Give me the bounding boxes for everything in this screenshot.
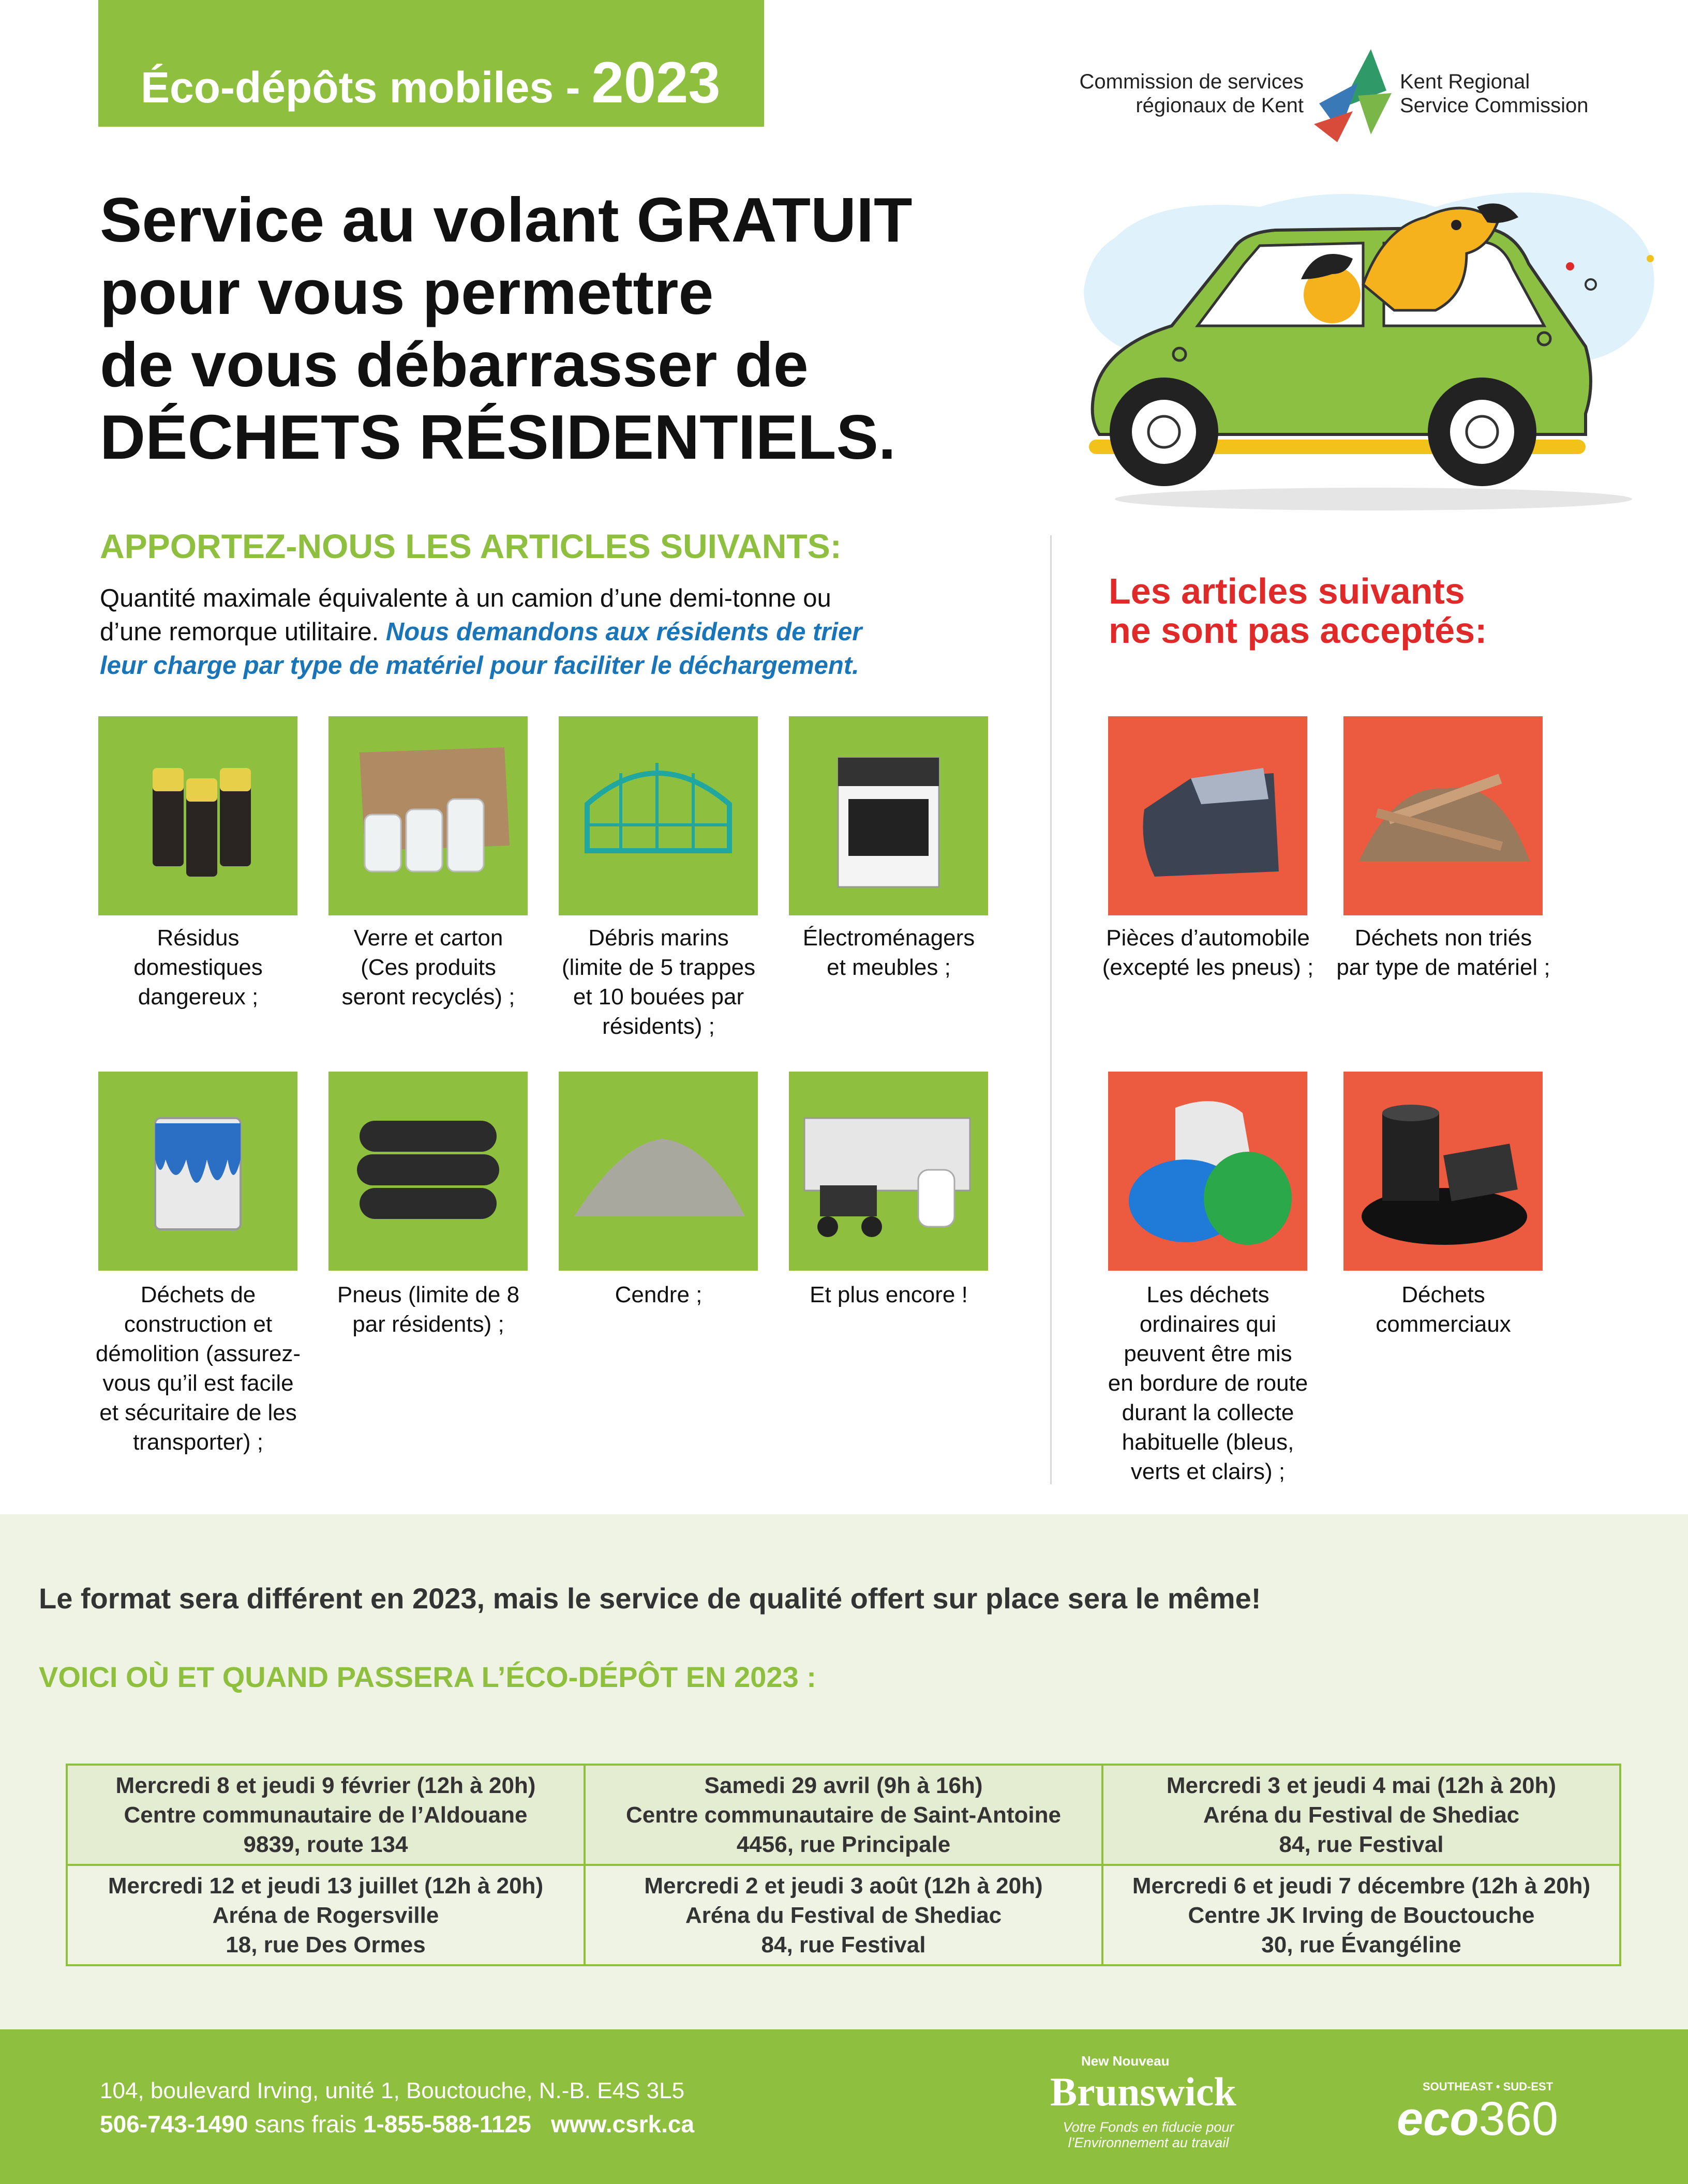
event-address: 30, rue Évangéline [1261,1932,1461,1957]
event-address: 4456, rue Principale [736,1831,951,1857]
desc-line2-plain: d’une remorque utilitaire. [100,618,379,646]
event-address: 18, rue Des Ormes [226,1932,426,1957]
not-accepted-item-tile [1108,716,1307,915]
event-date: Mercredi 2 et jeudi 3 août (12h à 20h) [644,1873,1043,1899]
caption-line: commerciaux [1376,1312,1511,1337]
event-date: Mercredi 8 et jeudi 9 février (12h à 20h) [115,1772,536,1798]
caption-line: transporter) ; [133,1429,263,1455]
caption-line: Électroménagers [802,925,975,951]
not-accepted-title [1109,571,1574,650]
ash-pile-icon [559,1072,758,1271]
kent-commission-logo-icon [1309,47,1397,145]
caption-line: ordinaires qui [1139,1312,1277,1337]
event-address: 84, rue Festival [761,1932,926,1957]
caption-line: démolition (assurez- [95,1341,301,1366]
accepted-caption [317,1280,540,1339]
accepted-item-tile [328,1072,528,1271]
accepted-caption [547,1280,770,1309]
batteries-icon [98,716,297,915]
headline-line3: de vous débarrasser de [100,329,809,400]
caption-line: (excepté les pneus) ; [1102,955,1314,980]
event-address: 84, rue Festival [1279,1831,1444,1857]
main-headline [100,184,1083,473]
nb-tagline-line1: Votre Fonds en fiducie pour [1063,2119,1234,2135]
accepted-caption [778,923,1000,982]
accepted-items-title: APPORTEZ-NOUS LES ARTICLES SUIVANTS: [100,527,842,565]
eco360-logo-small: SOUTHEAST • SUD-EST [1423,2080,1553,2093]
desc-line1: Quantité maximale équivalente à un camion d’une demi-tonne ou [100,584,831,612]
event-date: Mercredi 3 et jeudi 4 mai (12h à 20h) [1166,1772,1557,1798]
phone-number: 506-743-1490 [100,2111,248,2137]
caption-line: résidents) ; [602,1014,715,1039]
logo-en-line2: Service Commission [1400,94,1589,117]
caption-line: verts et clairs) ; [1130,1459,1286,1484]
banner-year: 2023 [591,50,721,115]
schedule-cell [67,1765,585,1865]
mixed-items-icon [789,1072,988,1271]
accepted-items-description [100,582,1072,683]
caption-line: Résidus [157,925,240,951]
caption-line: et meubles ; [827,955,951,980]
caption-line: Les déchets [1146,1282,1269,1307]
logo-fr-line1: Commission de services [1079,70,1304,93]
stove-icon [789,716,988,915]
banner-title-text: Éco-dépôts mobiles - [141,63,580,112]
event-address: 9839, route 134 [243,1831,408,1857]
accepted-caption [778,1280,1000,1309]
event-place: Centre JK Irving de Bouctouche [1188,1902,1535,1928]
caption-line: en bordure de route [1108,1370,1308,1396]
not-accepted-title-line2: ne sont pas acceptés: [1109,610,1487,651]
logo-fr-line2: régionaux de Kent [1136,94,1304,117]
accepted-caption [317,923,540,1012]
table-row [67,1765,1620,1865]
schedule-cell [585,1765,1102,1865]
caption-line: et sécuritaire de les [99,1400,297,1425]
sort-request-line1: Nous demandons aux résidents de trier [385,618,862,646]
caption-line: peuvent être mis [1124,1341,1292,1366]
nb-logo-small: New Nouveau [1081,2053,1170,2069]
banner-title [141,49,721,116]
caption-line: Pneus (limite de 8 [337,1282,520,1307]
not-accepted-item-tile [1343,1072,1543,1271]
table-row [67,1865,1620,1965]
nb-logo-tagline [1050,2119,1247,2150]
caption-line: Déchets de [140,1282,256,1307]
logo-text-fr [1055,70,1304,117]
not-accepted-item-tile [1343,716,1543,915]
accepted-item-tile [328,716,528,915]
car-with-dog-illustration-icon [1073,176,1674,528]
accepted-item-tile [559,716,758,915]
headline-line1: Service au volant GRATUIT [100,185,913,255]
accepted-caption [547,923,770,1041]
caption-line: Débris marins [588,925,729,951]
caption-line: Déchets non triés [1354,925,1532,951]
accepted-item-tile [98,1072,297,1271]
not-accepted-title-line1: Les articles suivants [1109,571,1465,611]
glass-cardboard-icon [328,716,528,915]
lobster-trap-icon [559,716,758,915]
column-divider [1050,535,1052,1484]
eco360-logo-num: 360 [1478,2092,1559,2145]
not-accepted-caption [1332,1280,1555,1339]
tollfree-label: sans frais [255,2111,357,2137]
caption-line: Cendre ; [615,1282,703,1307]
event-date: Mercredi 6 et jeudi 7 décembre (12h à 20h) [1132,1873,1591,1899]
accepted-caption [87,923,309,1012]
logo-text-en [1400,70,1607,117]
event-place: Centre communautaire de Saint-Antoine [625,1802,1061,1828]
event-date: Samedi 29 avril (9h à 16h) [704,1772,983,1798]
caption-line: Pièces d’automobile [1106,925,1310,951]
accepted-item-tile [559,1072,758,1271]
not-accepted-item-tile [1108,1072,1307,1271]
event-place: Aréna du Festival de Shediac [685,1902,1002,1928]
caption-line: (Ces produits [361,955,496,980]
schedule-cell [585,1865,1102,1965]
caption-line: Déchets [1401,1282,1485,1307]
eco360-logo [1397,2092,1558,2146]
eco360-logo-eco: eco [1397,2092,1479,2145]
event-date: Mercredi 12 et jeudi 13 juillet (12h à 20h) [108,1873,544,1899]
caption-line: par type de matériel ; [1336,955,1550,980]
caption-line: (limite de 5 trappes [561,955,756,980]
caption-line: et 10 bouées par [573,984,744,1010]
accepted-item-tile [789,716,988,915]
event-place: Aréna du Festival de Shediac [1203,1802,1520,1828]
not-accepted-caption [1332,923,1555,982]
accepted-item-tile [98,716,297,915]
caption-line: construction et [124,1312,273,1337]
tires-icon [328,1072,528,1271]
footer-contact [100,2110,694,2138]
event-place: Aréna de Rogersville [212,1902,439,1928]
garbage-bags-icon [1108,1072,1307,1271]
format-change-note: Le format sera différent en 2023, mais le service de qualité offert sur place sera le même! [39,1582,1261,1615]
sort-request-line2: leur charge par type de matériel pour faciliter le déchargement. [100,652,859,680]
caption-line: Et plus encore ! [810,1282,968,1307]
nb-logo-wordmark: Brunswick [1050,2069,1236,2114]
caption-line: Verre et carton [353,925,503,951]
not-accepted-caption [1097,923,1319,982]
footer-address: 104, boulevard Irving, unité 1, Bouctouche, N.-B. E4S 3L5 [100,2078,685,2103]
website-link[interactable]: www.csrk.ca [551,2111,695,2137]
paint-can-icon [98,1072,297,1271]
tollfree-number: 1-855-588-1125 [363,2111,531,2137]
schedule-cell [1102,1865,1620,1965]
caption-line: dangereux ; [138,984,259,1010]
headline-line2: pour vous permettre [100,257,714,327]
schedule-cell [67,1865,585,1965]
caption-line: seront recyclés) ; [341,984,515,1010]
not-accepted-caption [1097,1280,1319,1486]
schedule-cell [1102,1765,1620,1865]
caption-line: vous qu’il est facile [102,1370,294,1396]
accepted-item-tile [789,1072,988,1271]
headline-line4: DÉCHETS RÉSIDENTIELS. [100,402,896,472]
event-place: Centre communautaire de l’Aldouane [124,1802,528,1828]
caption-line: par résidents) ; [352,1312,504,1337]
accepted-caption [87,1280,309,1457]
caption-line: habituelle (bleus, [1122,1429,1294,1455]
schedule-table [66,1764,1621,1966]
oil-barrel-icon [1343,1072,1543,1271]
logo-en-line1: Kent Regional [1400,70,1530,93]
nb-tagline-line2: l’Environnement au travail [1068,2135,1229,2150]
caption-line: domestiques [133,955,263,980]
caption-line: durant la collecte [1122,1400,1294,1425]
mixed-debris-icon [1343,716,1543,915]
car-part-icon [1108,716,1307,915]
schedule-heading: VOICI OÙ ET QUAND PASSERA L’ÉCO-DÉPÔT EN 2023 : [39,1661,816,1693]
